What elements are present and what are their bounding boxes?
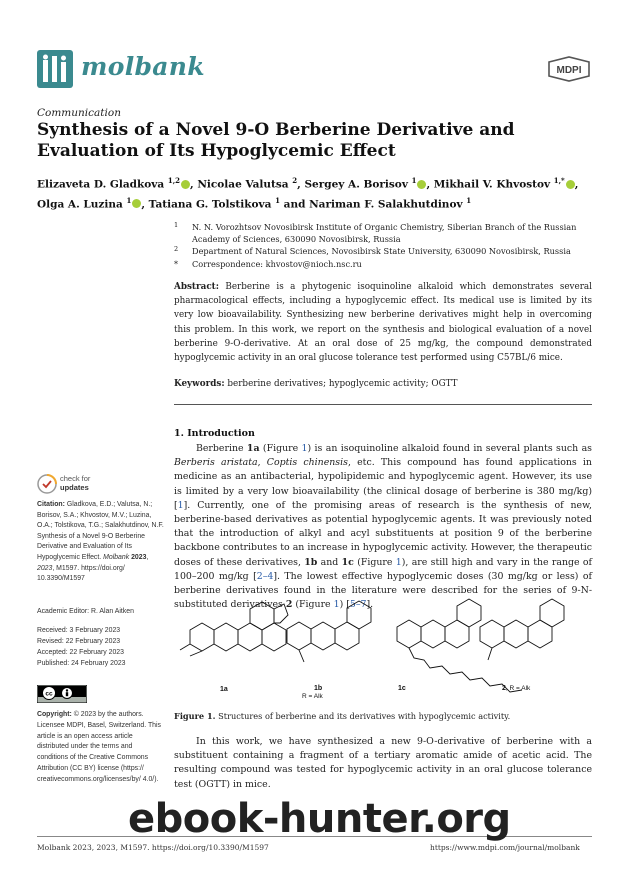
figure-label-1c: 1c <box>398 685 406 692</box>
journal-header <box>37 50 592 95</box>
revised-date: Revised: 22 February 2023 <box>37 638 121 645</box>
affiliation-mark: * <box>174 259 178 269</box>
abstract <box>174 280 592 365</box>
figure-sublabel-2: , R = Alk <box>505 685 531 692</box>
check-updates-icon <box>37 474 57 494</box>
figure-caption <box>174 711 592 721</box>
abstract-label: Abstract: <box>174 282 219 292</box>
check-for-updates-badge[interactable] <box>37 474 164 496</box>
caption-label: Figure 1. <box>174 711 216 721</box>
intro-paragraph-1: Berberine 1a (Figure 1) is an isoquinoline alkaloid found in several plants such as Berberis aristata, Coptis chinensis, etc. This compound has found applications in medicine as an antibacterial, hypolipidemic and hypoglycemic agent. However, its use is limited by a very low bioavailability (the clinical dosage of berberine is 380 mg/kg) [1]. Currently, one of the promising areas of research is the synthesis of new, berberine-based derivatives as potential hypoglycemic agents. It was previously noted that the introduction of alkyl and acyl substituents at position 9 of the berberine backbone contributes to an increase in hypoglycemic activity. However, the therapeutic doses of these derivatives, 1b and 1c (Figure 1), are still high and vary in the range of 100–200 mg/kg [2–4]. The lowest effective hypoglycemic doses (30 mg/kg or less) of berberine derivatives found in the literature were described for the series of 9-N-substituted derivatives 2 (Figure 1) [5–7]. <box>174 443 592 611</box>
keywords-text: berberine derivatives; hypoglycemic activity; OGTT <box>227 379 458 389</box>
svg-text:cc: cc <box>45 690 53 698</box>
figure-sublabel-1b: R = Alk <box>302 693 323 700</box>
article-type: Communication <box>37 107 121 119</box>
accepted-date: Accepted: 22 February 2023 <box>37 649 124 656</box>
citation[interactable]: Citation: Gladkova, E.D.; Valutsa, N.; Borisov, S.A.; Khvostov, M.V.; Luzina, O.A.; Tolstikova, T.G.; Salakhutdinov, N.F. Synthesis of a Novel 9-O Berberine Derivative and Evaluation of Its Hypoglycemic Effect. Molbank 2023, 2023, M1597. https://doi.org/ 10.3390/M1597 <box>37 501 164 583</box>
watermark-text: ebook-hunter.org <box>128 796 511 842</box>
keywords <box>174 378 592 391</box>
footer-citation[interactable]: Molbank 2023, 2023, M1597. https://doi.org/10.3390/M1597 <box>37 843 269 852</box>
structure-1c <box>397 599 522 692</box>
abstract-text: Berberine is a phytogenic isoquinoline alkaloid which demonstrates several pharmacological effects, including a hypoglycemic effect. Its medical use is limited by its very low bioavailability. Synthesizing new berberine derivatives might help in overcoming this problem. In this work, we report on the synthesis and biological evaluation of a novel berberine 9-O-derivative. At an oral dose of 25 mg/kg, the compound demonstrated hypoglycemic activity in an oral glucose tolerance test performed using C57BL/6 mice. <box>174 282 592 364</box>
figure-label-1b: 1b <box>314 685 323 692</box>
section-heading: 1. Introduction <box>174 428 255 439</box>
figure-label-1a: 1a <box>220 686 228 693</box>
publisher-name: MDPI <box>556 65 582 76</box>
divider <box>174 404 592 405</box>
affiliation-mark: 1 <box>174 221 179 229</box>
affiliation-1 <box>174 222 594 245</box>
received-date: Received: 3 February 2023 <box>37 627 121 634</box>
correspondence-text[interactable]: Correspondence: khvostov@nioch.nsc.ru <box>192 258 362 269</box>
publication-dates <box>37 625 164 669</box>
affiliation-text: Department of Natural Sciences, Novosibirsk State University, 630090 Novosibirsk, Russia <box>192 246 571 256</box>
copyright-notice: Copyright: © 2023 by the authors. Licensee MDPI, Basel, Switzerland. This article is an open access article distributed under the terms and conditions of the Creative Commons Attribution (CC BY) license (https:// creativecommons.org/licenses/by/ 4.0/). <box>37 711 161 783</box>
check-updates-line1: check for <box>60 474 91 483</box>
article-title: Synthesis of a Novel 9-O Berberine Derivative and Evaluation of Its Hypoglycemic Effect <box>37 120 515 161</box>
check-updates-line2: updates <box>60 482 89 492</box>
intro-paragraph-2: In this work, we have synthesized a new 9-O-derivative of berberine with a substituent containing a fragment of a tertiary aromatic amide of acetic acid. The resulting compound was tested for hypoglycemic activity in an oral glucose tolerance test (OGTT) in mice. <box>174 736 592 790</box>
journal-name: molbank <box>81 52 205 81</box>
affiliations <box>174 222 594 271</box>
figure-label-2-number: 2 <box>502 685 506 692</box>
affiliation-mark: 2 <box>174 245 179 253</box>
structure-2 <box>480 599 564 660</box>
affiliation-text: N. N. Vorozhtsov Novosibirsk Institute of Organic Chemistry, Siberian Branch of the Russian Academy of Sciences, 630090 Novosibirsk, Russia <box>192 222 577 244</box>
correspondence <box>174 259 594 271</box>
affiliation-2 <box>174 246 594 258</box>
published-date: Published: 24 February 2023 <box>37 660 126 667</box>
structure-1b <box>287 601 371 662</box>
structures-drawing <box>172 596 594 700</box>
mdpi-logo-icon <box>546 56 592 82</box>
figure-1 <box>172 596 594 700</box>
footer-journal-url[interactable]: https://www.mdpi.com/journal/molbank <box>430 843 580 852</box>
check-updates-text <box>60 475 90 492</box>
cc-by-license-icon[interactable] <box>37 685 87 703</box>
molbank-logo-icon <box>37 50 73 88</box>
caption-text: Structures of berberine and its derivatives with hypoglycemic activity. <box>218 711 511 721</box>
author-list[interactable]: Elizaveta D. Gladkova $^{1,2}$ , Nicolae Valutsa $^2$, Sergey A. Borisov $^1$ , Mikhail V. Khvostov $^{1,*}$ , Olga A. Luzina $^1$ , Tatiana G. Tolstikova $^1$ and Nariman F. Salakhutdinov $^1$ <box>37 176 579 210</box>
academic-editor: Academic Editor: R. Alan Aitken <box>37 608 134 615</box>
keywords-label: Keywords: <box>174 379 225 389</box>
structure-1a <box>180 602 288 656</box>
figure-label-2 <box>502 685 530 692</box>
